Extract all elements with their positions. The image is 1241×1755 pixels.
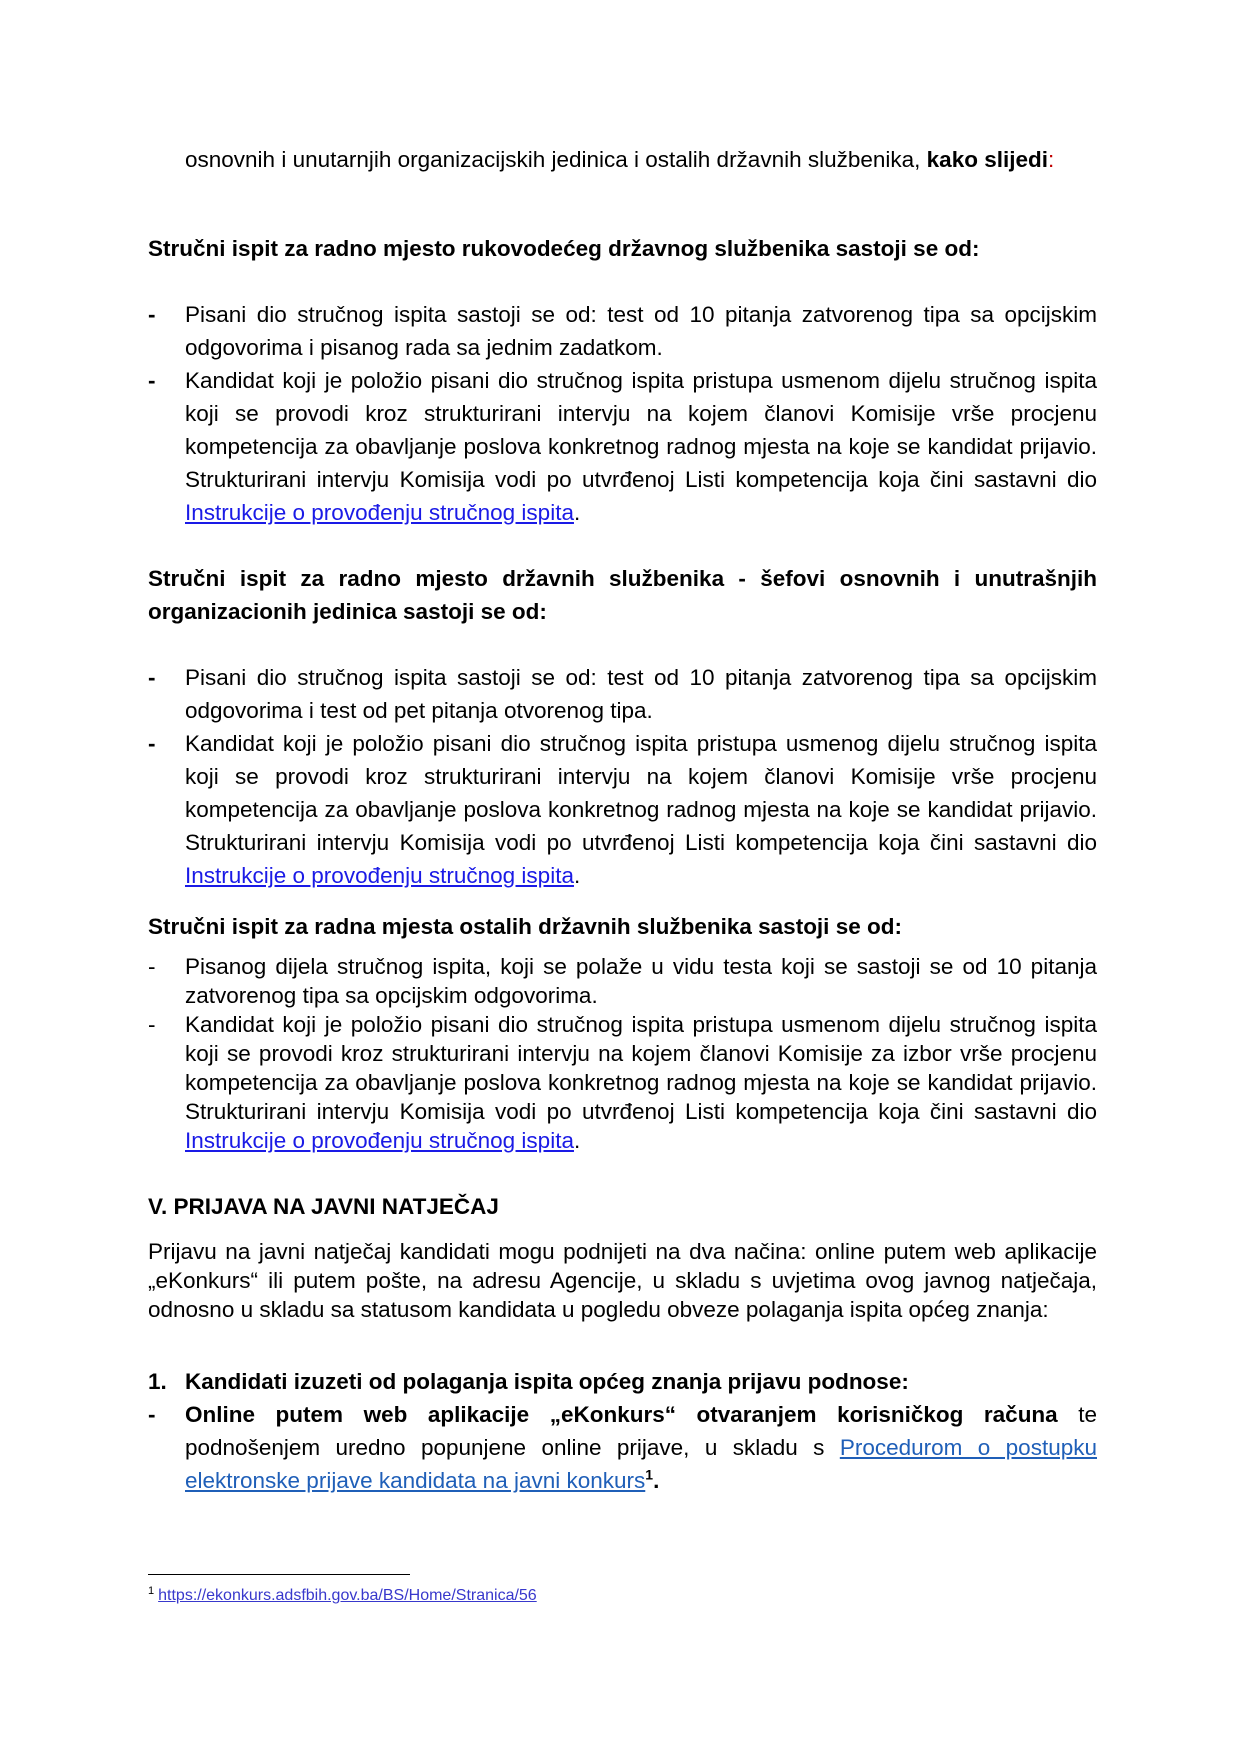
instrukcije-link[interactable]: Instrukcije o provođenju stručnog ispita <box>185 1128 574 1153</box>
section2-list <box>148 661 1097 892</box>
section1-list <box>148 298 1097 529</box>
section2-heading: Stručni ispit za radno mjesto državnih službenika - šefovi osnovnih i unutrašnjih organizacionih jedinica sastoji se od: <box>148 566 1097 624</box>
footnote-separator <box>148 1574 410 1575</box>
intro-colon: : <box>1047 147 1055 172</box>
footnote-reference[interactable]: 1 <box>645 1466 654 1483</box>
dash-bullet: - <box>148 954 156 979</box>
footnote <box>148 1585 537 1607</box>
intro-paragraph <box>185 143 1097 176</box>
list-item <box>148 1398 1097 1497</box>
intro-bold-text: kako slijedi <box>926 147 1048 172</box>
intro-text: osnovnih i unutarnjih organizacijskih jedinica i ostalih državnih službenika, <box>185 147 927 172</box>
section3-heading: Stručni ispit za radna mjesta ostalih državnih službenika sastoji se od: <box>148 914 902 939</box>
section5-list <box>148 1398 1097 1497</box>
punctuation: . <box>573 863 581 888</box>
footnote-link[interactable]: https://ekonkurs.adsfbih.gov.ba/BS/Home/Stranica/56 <box>158 1587 537 1604</box>
section3-list <box>148 952 1097 1155</box>
list-item-bold-text: Online putem web aplikacije „eKonkurs“ otvaranjem korisničkog računa <box>185 1402 1058 1427</box>
instrukcije-link[interactable]: Instrukcije o provođenju stručnog ispita <box>185 863 574 888</box>
section5-paragraph: Prijavu na javni natječaj kandidati mogu podnijeti na dva načina: online putem web aplikacije „eKonkurs“ ili putem pošte, na adresu Agencije, u skladu s uvjetima ovog javnog natječaja, odnosno u skladu sa statusom kandidata u pogledu obveze polaganja ispita općeg znanja: <box>148 1239 1097 1322</box>
numbered-item-text: Kandidati izuzeti od polaganja ispita općeg znanja prijavu podnose: <box>185 1369 909 1394</box>
section5-heading: V. PRIJAVA NA JAVNI NATJEČAJ <box>148 1194 499 1219</box>
list-item-text: Kandidat koji je položio pisani dio stručnog ispita pristupa usmenom dijelu stručnog ispita koji se provodi kroz strukturirani intervju na kojem članovi Komisije vrše procjenu kompetencija za obavljanje poslova konkretnog radnog mjesta na koje se kandidat prijavio. Strukturirani intervju Komisija vodi po utvrđenoj Listi kompetencija koja čini sastavni dio <box>185 368 1097 492</box>
instrukcije-link[interactable]: Instrukcije o provođenju stručnog ispita <box>185 500 574 525</box>
list-item <box>148 952 1097 1010</box>
punctuation: . <box>573 500 581 525</box>
list-item-text: te podnošenjem uredno popunjene online prijave, u skladu s <box>185 1402 1097 1460</box>
numbered-item <box>148 1365 1108 1398</box>
dash-bullet: - <box>148 665 156 690</box>
list-item-text: Pisanog dijela stručnog ispita, koji se polaže u vidu testa koji se sastoji se od 10 pitanja zatvorenog tipa sa opcijskim odgovorima. <box>185 954 1097 1008</box>
dash-bullet: - <box>148 731 156 756</box>
list-item-text: Kandidat koji je položio pisani dio stručnog ispita pristupa usmenog dijelu stručnog ispita koji se provodi kroz strukturirani intervju na kojem članovi Komisije vrše procjenu kompetencija za obavljanje poslova konkretnog radnog mjesta na koje se kandidat prijavio. Strukturirani intervju Komisija vodi po utvrđenoj Listi kompetencija koja čini sastavni dio <box>185 731 1097 855</box>
punctuation: . <box>653 1468 660 1493</box>
dash-bullet: - <box>148 302 156 327</box>
footnote-number: 1 <box>148 1584 155 1597</box>
list-item <box>148 1010 1097 1155</box>
dash-bullet: - <box>148 1012 156 1037</box>
list-item-text: Pisani dio stručnog ispita sastoji se od: test od 10 pitanja zatvorenog tipa sa opcijskim odgovorima i pisanog rada sa jednim zadatkom. <box>185 302 1097 360</box>
list-item-text: Kandidat koji je položio pisani dio stručnog ispita pristupa usmenom dijelu stručnog ispita koji se provodi kroz strukturirani intervju na kojem članovi Komisije za izbor vrše procjenu kompetencija za obavljanje poslova konkretnog radnog mjesta na koje se kandidat prijavio. Strukturirani intervju Komisija vodi po utvrđenoj Listi kompetencija koja čini sastavni dio <box>185 1012 1097 1124</box>
procedura-link[interactable]: Procedurom o postupku elektronske prijave kandidata na javni konkurs <box>185 1435 1097 1493</box>
section1-heading: Stručni ispit za radno mjesto rukovodećeg državnog službenika sastoji se od: <box>148 236 980 261</box>
list-item-text: Pisani dio stručnog ispita sastoji se od: test od 10 pitanja zatvorenog tipa sa opcijskim odgovorima i test od pet pitanja otvorenog tipa. <box>185 665 1097 723</box>
list-item <box>148 661 1097 727</box>
dash-bullet: - <box>148 368 156 393</box>
item-number: 1. <box>148 1369 167 1394</box>
punctuation: . <box>573 1128 581 1153</box>
dash-bullet: - <box>148 1402 156 1427</box>
list-item <box>148 364 1097 529</box>
list-item <box>148 727 1097 892</box>
list-item <box>148 298 1097 364</box>
